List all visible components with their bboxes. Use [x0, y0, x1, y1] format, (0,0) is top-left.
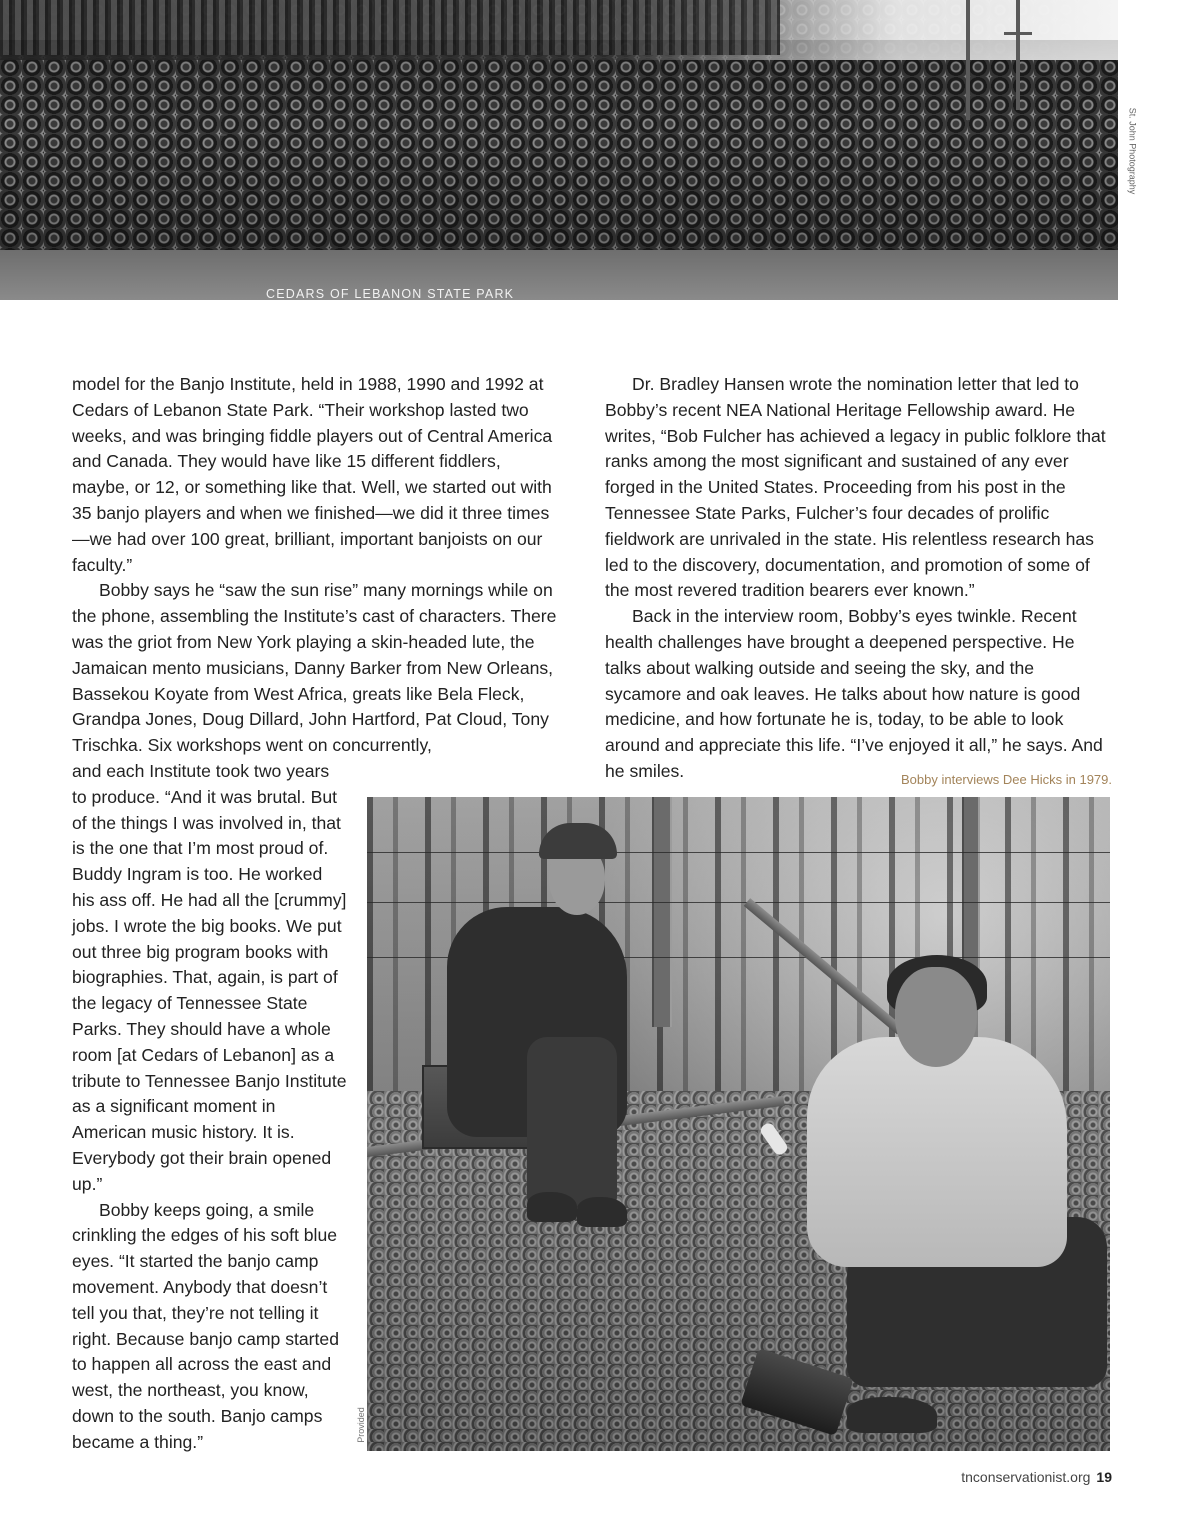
utility-pole [966, 0, 970, 120]
fence-wire [367, 902, 1110, 903]
article-column-right [605, 372, 1113, 785]
park-sign-text: CEDARS OF LEBANON STATE PARK [266, 287, 515, 300]
photo-credit-text: Provided [356, 1407, 366, 1443]
shoe [527, 1192, 577, 1222]
fence-post [652, 797, 672, 1027]
paragraph: Bobby keeps going, a smile crinkling the edges of his soft blue eyes. “It started the banjo camp movement. Anybody that doesn’t tell you that, they’re not telling it right. Because banjo camp started to happen all across the east and west, the northeast, you know, down to the south. Banjo camps became a thing.” [72, 1199, 339, 1452]
paragraph: Dr. Bradley Hansen wrote the nomination letter that led to Bobby’s recent NEA National Heritage Fellowship award. He writes, “Bob Fulcher has achieved a legacy in public folklore that ranks among the most significant and sustained of any ever forged in the United States. Proceeding from his post in the Tennessee State Parks, Fulcher’s four decades of prolific fieldwork are unrivaled in the state. His relentless research has led to the discovery, documentation, and promotion of some of the most revered tradition bearers ever known.” [605, 374, 1106, 601]
interview-photo [367, 797, 1110, 1451]
article-column-left [72, 372, 558, 759]
group-photo [0, 0, 1118, 300]
paragraph: and each Institute took two years to produce. “And it was brutal. But of the things I was involved in, that is the one that I’m most proud of. Buddy Ingram is too. He worked his ass off. He had all the [crummy] jobs. I wrote the big books. We put out three big program books with biographies. That, again, is part of the legacy of Tennessee State Parks. They should have a whole room [at Cedars of Lebanon] as a tribute to Tennessee Banjo Institute as a significant moment in American music history. It is. Everybody got their brain opened up.” [72, 761, 347, 1194]
photo-credit-text: St. John Photography [1127, 107, 1137, 195]
paragraph: Bobby says he “saw the sun rise” many mornings while on the phone, assembling the Institute’s cast of characters. There was the griot from New York playing a skin-headed lute, the Jamaican mento musicians, Danny Barker from New Orleans, Bassekou Koyate from West Africa, greats like Bela Fleck, Grandpa Jones, Doug Dillard, John Hartford, Pat Cloud, Tony Trischka. Six workshops went on concurrently, [72, 580, 557, 756]
utility-pole [1016, 0, 1020, 110]
photo-credit [1126, 4, 1138, 298]
page-number: 19 [1096, 1469, 1112, 1485]
utility-pole-crossbar [1004, 32, 1032, 35]
site-url: tnconservationist.org [961, 1469, 1091, 1485]
article-column-left-narrow [72, 759, 348, 1456]
photo-credit [356, 1400, 366, 1450]
seated-man-legs [527, 1037, 617, 1207]
page-footer [961, 1469, 1112, 1487]
paragraph: model for the Banjo Institute, held in 1988, 1990 and 1992 at Cedars of Lebanon State Park. “Their workshop lasted two weeks, and was bringing fiddle players out of Central America and Canada. They would have like 15 different fiddlers, maybe, or 12, or something like that. Well, we started out with 35 banjo players and when we finished—we did it three times—we had over 100 great, brilliant, important banjoists on our faculty.” [72, 374, 553, 575]
kneeling-man [807, 1037, 1067, 1267]
photo-ground [0, 250, 1118, 300]
paragraph: Back in the interview room, Bobby’s eyes twinkle. Recent health challenges have brought a deepened perspective. He talks about walking outside and seeing the sky, and the sycamore and oak leaves. He talks about how nature is good medicine, and how fortunate he is, today, to be able to look around and appreciate this life. “I’ve enjoyed it all,” he says. And he smiles. [605, 606, 1103, 781]
fence-wire [367, 852, 1110, 853]
kneeling-man-head [895, 967, 977, 1067]
photo-crowd [0, 40, 1118, 260]
photo-caption: Bobby interviews Dee Hicks in 1979. [901, 772, 1112, 787]
shoe [577, 1197, 627, 1227]
shoe [847, 1397, 937, 1433]
